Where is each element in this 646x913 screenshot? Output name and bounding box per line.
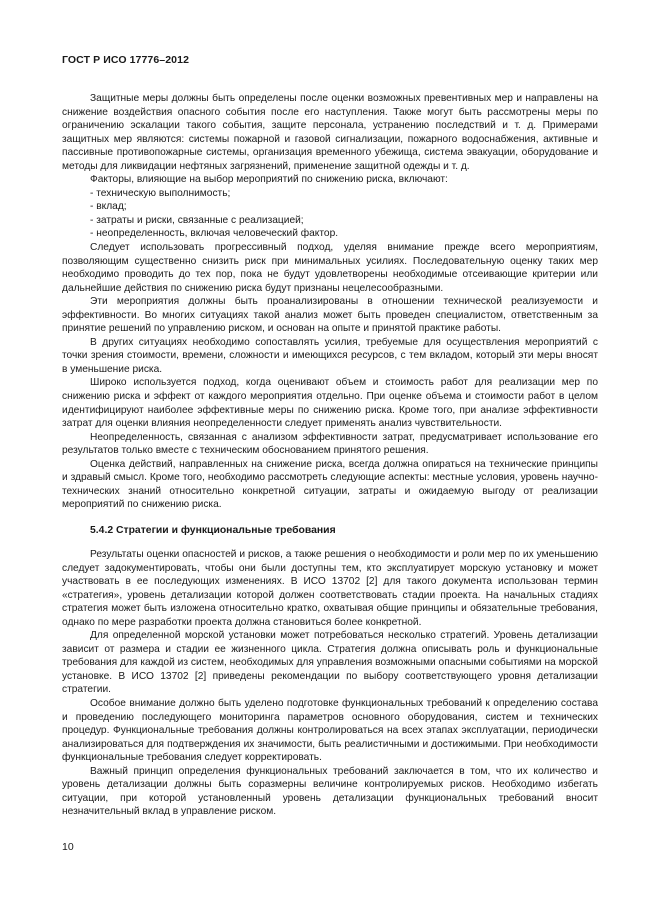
standard-header: ГОСТ Р ИСО 17776–2012 [62,54,190,66]
paragraph-multiple-strategies: Для определенной морской установки может потребоваться несколько стратегий. Уровень детализации зависит от размера и стадии ее жизненного цикла. Стратегия должна описывать роль и функциональные требования для каждой из систем, необходимых для управления возможными опасными событиями на морской установке. В ИСО 13702 [2] приведены рекомендации по выбору соответствующего уровня детализации стратегии. [62,630,598,696]
paragraph-feasibility-analysis: Эти мероприятия должны быть проанализированы в отношении технической реализуемости и эффективности. Во многих ситуациях такой анализ может быть проведен специалистом, ответственным за принятие решений по управлению риском, и основан на опыте и принятой практике работы. [62,296,598,335]
paragraph-action-evaluation: Оценка действий, направленных на снижение риска, всегда должна опираться на технические принципы и здравый смысл. Кроме того, необходимо рассмотреть следующие аспекты: местные условия, уровень научно-технических знаний относительно конкретной ситуации, затраты и ожидаемую выгоду от реализации мероприятий по снижению риска. [62,458,598,511]
paragraph-functional-requirements: Особое внимание должно быть уделено подготовке функциональных требований к определению состава и проведению последующего мониторинга параметров основного оборудования, систем и технических процедур. Функциональные требования должны контролироваться на всех этапах эксплуатации, периодически анализироваться для подтверждения их значимости, быть реалистичными и достижимыми. При необходимости функциональные требования следует корректировать. [62,697,598,764]
list-item: - неопределенность, включая человеческий фактор. [62,227,598,241]
paragraph-protective-measures: Защитные меры должны быть определены после оценки возможных превентивных мер и направлены на снижение воздействия опасного события после его наступления. Также могут быть рассмотрены меры по ограничению эскалации такого события, защите персонала, устранению последствий и т. д. Примерами защитных мер являются: системы пожарной и газовой сигнализации, пожарного водоснабжения, активные и пассивные противопожарные системы, организация временного убежища, система эвакуации, оборудование и методы для ликвидации нефтяных загрязнений, применение защитной одежды и т. д. [62,93,598,172]
page-number: 10 [62,841,74,853]
list-item: - техническую выполнимость; [62,187,598,201]
paragraph-effort-comparison: В других ситуациях необходимо сопоставлять усилия, требуемые для осуществления мероприятий с точки зрения стоимости, времени, сложности и имеющихся ресурсов, с тем вкладом, который эти меры вносят в уменьшение риска. [62,336,598,375]
paragraph-progressive-approach: Следует использовать прогрессивный подход, уделяя внимание прежде всего мероприятиям, позволяющим существенно снизить риск при минимальных усилиях. Последовательную оценку таких мер необходимо проводить до тех пор, пока не будут удовлетворены необходимые отсеивающие критерии или дальнейшие действия по снижению риска будут признаны нецелесообразными. [62,242,598,294]
paragraph-cost-approach: Широко используется подход, когда оценивают объем и стоимость работ для реализации мер по снижению риска и эффект от каждого мероприятия отдельно. При оценке объема и стоимости работ в целом идентифицируют наиболее эффективные меры по снижению риска. Кроме того, при анализе эффективности затрат для оценки влияния неопределенности следует применять анализ чувствительности. [62,377,598,430]
list-item: - затраты и риски, связанные с реализацией; [62,214,598,228]
list-item: - вклад; [62,200,598,214]
section-heading: 5.4.2 Стратегии и функциональные требования [90,524,336,536]
paragraph-key-principle: Важный принцип определения функциональных требований заключается в том, что их количество и уровень детализации должны быть соразмерны величине контролируемых рисков. Необходимо избегать ситуации, при которой установленный уровень детализации функциональных требований вносит незначительный вклад в управление риском. [62,765,598,818]
paragraph-factors-intro: Факторы, влияющие на выбор мероприятий по снижению риска, включают: [90,174,448,186]
factors-list [62,187,598,241]
paragraph-uncertainty: Неопределенность, связанная с анализом эффективности затрат, предусматривает использование его результатов только вместе с техническим обоснованием принятого решения. [62,431,598,457]
page-content [62,92,598,819]
paragraph-strategy-documentation: Результаты оценки опасностей и рисков, а также решения о необходимости и роли мер по их уменьшению следует задокументировать, чтобы они были доступны тем, кто эксплуатирует морскую установку и может участвовать в ее последующих изменениях. В ИСО 13702 [2] для такого документа использован термин «стратегия», уровень детализации которой должен соответствовать стадии проекта. На начальных стадиях стратегия может быть изложена относительно кратко, охватывая общие принципы и обязательные требования, однако по мере разработки проекта должна становиться более конкретной. [62,548,598,628]
